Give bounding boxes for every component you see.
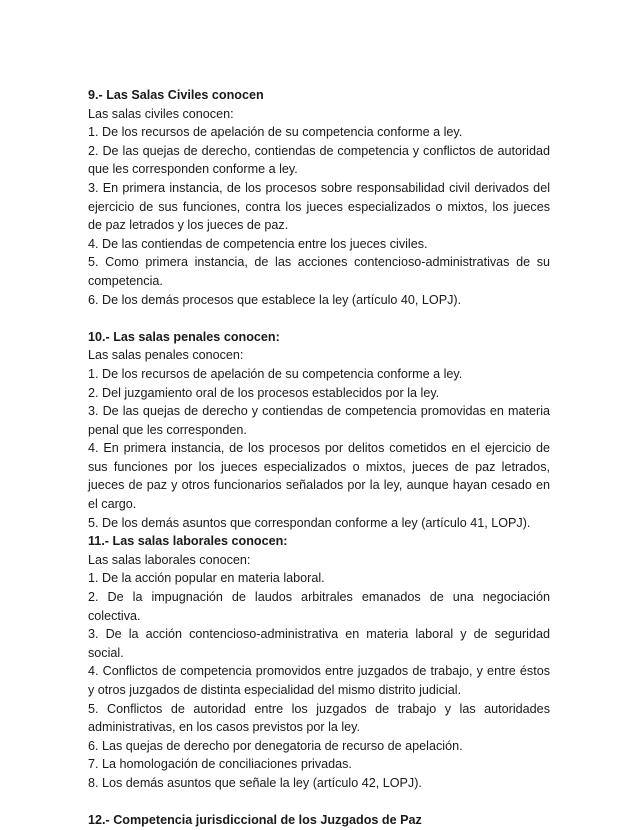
paragraph: 3. En primera instancia, de los procesos sobre responsabilidad civil derivados del ejercicio de sus funciones, contra los jueces especializados o mixtos, los jueces de paz letrados y los jueces de paz. (88, 180, 550, 233)
paragraph: 2. De las quejas de derecho, contiendas de competencia y conflictos de autoridad que les corresponden conforme a ley. (88, 143, 550, 177)
paragraph: 4. De las contiendas de competencia entre los jueces civiles. (88, 236, 428, 251)
paragraph: 5. De los demás asuntos que correspondan conforme a ley (artículo 41, LOPJ). (88, 515, 531, 530)
section-heading: 10.- Las salas penales conocen: (88, 329, 280, 344)
section-salas-laborales (88, 532, 550, 792)
section-heading: 11.- Las salas laborales conocen: (88, 534, 288, 549)
paragraph: 6. Las quejas de derecho por denegatoria de recurso de apelación. (88, 738, 463, 753)
paragraph: 2. De la impugnación de laudos arbitrales emanados de una negociación colectiva. (88, 590, 550, 623)
paragraph: 4. En primera instancia, de los procesos por delitos cometidos en el ejercicio de sus funciones por los jueces especializados o mixtos, jueces de paz letrados, jueces de paz y otros funcionarios señalados por la ley, aunque hayan cesado en el cargo. (88, 441, 550, 512)
paragraph: 1. De los recursos de apelación de su competencia conforme a ley. (88, 125, 463, 140)
section-salas-penales (88, 328, 550, 533)
paragraph: 7. La homologación de conciliaciones privadas. (88, 757, 352, 772)
paragraph: 5. Como primera instancia, de las acciones contencioso-administrativas de su competencia. (88, 255, 550, 288)
paragraph: 6. De los demás procesos que establece la ley (artículo 40, LOPJ). (88, 292, 462, 307)
section-salas-civiles (88, 86, 550, 309)
document-body (88, 86, 550, 830)
paragraph: 5. Conflictos de autoridad entre los juzgados de trabajo y las autoridades administrativas, en los casos previstos por la ley. (88, 701, 550, 735)
paragraph: 2. Del juzgamiento oral de los procesos establecidos por la ley. (88, 385, 440, 400)
paragraph: 3. De las quejas de derecho y contiendas de competencia promovidas en materia penal que les corresponden. (88, 404, 550, 437)
paragraph: Las salas laborales conocen: (88, 552, 251, 567)
section-juzgados-de-paz (88, 811, 550, 830)
paragraph: 1. De los recursos de apelación de su competencia conforme a ley. (88, 366, 463, 381)
paragraph: 1. De la acción popular en materia laboral. (88, 571, 325, 586)
section-heading: 12.- Competencia jurisdiccional de los Juzgados de Paz (88, 813, 422, 828)
paragraph: 8. Los demás asuntos que señale la ley (artículo 42, LOPJ). (88, 775, 422, 790)
paragraph: 4. Conflictos de competencia promovidos entre juzgados de trabajo, y entre éstos y otros juzgados de distinta especialidad del mismo distrito judicial. (88, 664, 550, 697)
paragraph: Las salas penales conocen: (88, 348, 244, 363)
paragraph: 3. De la acción contencioso-administrativa en materia laboral y de seguridad social. (88, 627, 550, 660)
section-heading: 9.- Las Salas Civiles conocen (88, 88, 264, 102)
paragraph: Las salas civiles conocen: (88, 106, 234, 121)
